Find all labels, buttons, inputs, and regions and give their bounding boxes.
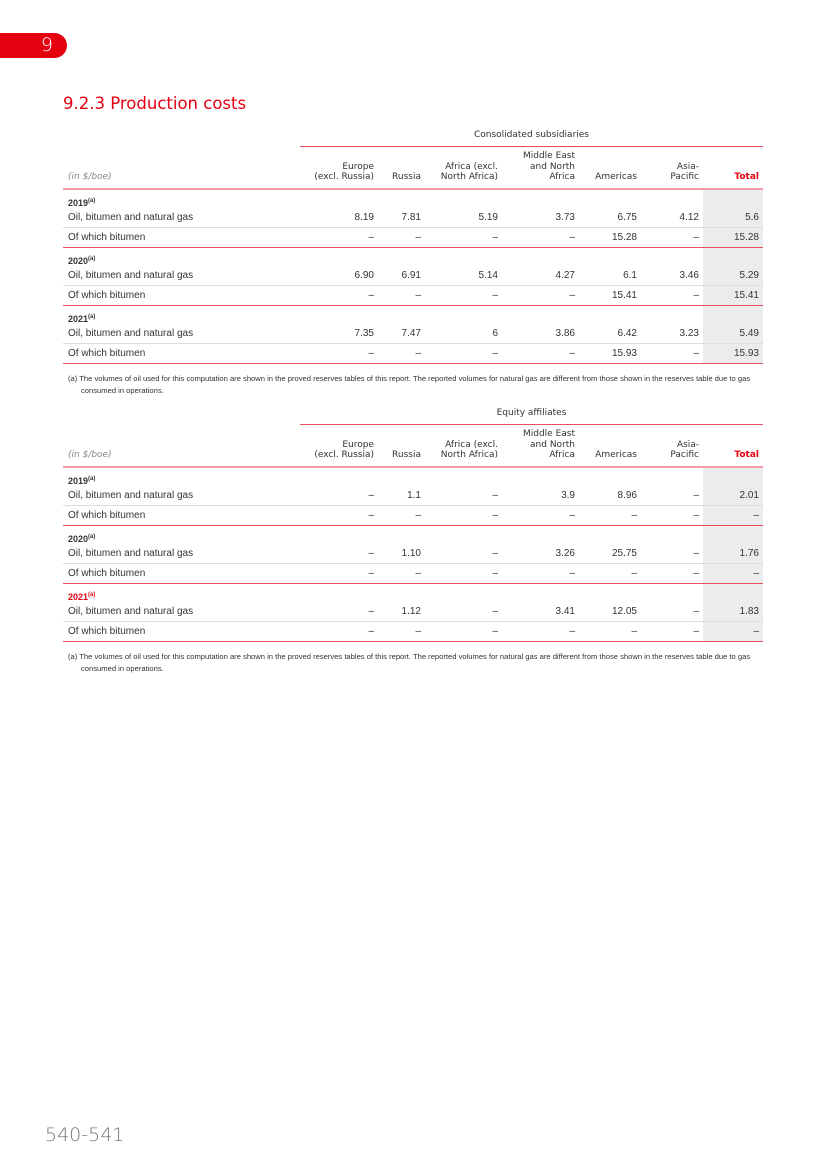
cell-russia: – xyxy=(415,289,421,301)
column-header-europe xyxy=(300,147,378,189)
cell-asia: 4.12 xyxy=(679,211,699,223)
cell-total: 15.28 xyxy=(703,227,763,247)
cell-total: – xyxy=(703,621,763,641)
cell-americas: 12.05 xyxy=(611,605,637,617)
column-header-americas xyxy=(579,147,641,189)
header-line: North Africa) xyxy=(440,172,498,182)
cell-americas: 15.41 xyxy=(611,289,637,301)
table-row xyxy=(63,324,763,344)
cell-mena: – xyxy=(569,347,575,359)
year-label: 2019$^{(a)}$ xyxy=(68,475,96,486)
header-line: and North xyxy=(530,439,575,450)
row-label: Oil, bitumen and natural gas xyxy=(68,269,194,281)
header-line: Africa xyxy=(549,172,575,182)
unit-label: (in $/boe) xyxy=(68,172,112,182)
header-line: Europe xyxy=(342,161,374,172)
table-row xyxy=(63,285,763,305)
column-header-asia xyxy=(641,425,703,467)
column-header-europe xyxy=(300,425,378,467)
table-row xyxy=(63,505,763,525)
column-header-africa xyxy=(425,425,502,467)
row-label: Of which bitumen xyxy=(68,231,146,243)
year-row xyxy=(63,305,763,324)
cell-africa: – xyxy=(492,231,498,243)
column-header-mena xyxy=(502,147,579,189)
cell-asia: – xyxy=(693,567,699,579)
cell-total: 5.29 xyxy=(703,266,763,286)
row-label: Of which bitumen xyxy=(68,347,146,359)
header-line: Asia- xyxy=(676,161,699,172)
table-row xyxy=(63,621,763,641)
cell-americas: – xyxy=(631,567,637,579)
footnote: (a) The volumes of oil used for this computation are shown in the proved reserves tables of this report. The reported volumes for natural gas are different from those shown in the reserves table due to gas consumed in operations. xyxy=(68,373,751,395)
header-text: Russia xyxy=(392,450,421,460)
cell-europe: – xyxy=(368,567,374,579)
column-header-americas xyxy=(579,425,641,467)
cell-africa: – xyxy=(492,625,498,637)
header-line: North Africa) xyxy=(440,450,498,460)
column-header-africa xyxy=(425,147,502,189)
cell-asia: – xyxy=(693,605,699,617)
header-row xyxy=(63,425,763,467)
table-row xyxy=(63,227,763,247)
header-line: Pacific xyxy=(670,172,699,182)
cell-asia: – xyxy=(693,289,699,301)
cell-total: 5.49 xyxy=(703,324,763,344)
unit-label: (in $/boe) xyxy=(68,450,112,460)
cell-africa: – xyxy=(492,489,498,501)
header-text: Russia xyxy=(392,172,421,182)
header-line: Europe xyxy=(342,439,374,450)
cell-mena: 3.9 xyxy=(561,489,575,501)
cell-europe: 6.90 xyxy=(354,269,374,281)
cell-asia: – xyxy=(693,347,699,359)
table-row xyxy=(63,208,763,228)
cell-russia: – xyxy=(415,625,421,637)
year-row xyxy=(63,583,763,602)
cell-americas: 6.75 xyxy=(617,211,637,223)
cell-europe: – xyxy=(368,605,374,617)
row-label: Oil, bitumen and natural gas xyxy=(68,605,194,617)
chapter-tab: 9 xyxy=(0,33,67,58)
header-line: Asia- xyxy=(676,439,699,450)
cell-russia: – xyxy=(415,231,421,243)
table-row xyxy=(63,602,763,622)
cell-africa: – xyxy=(492,289,498,301)
cell-europe: – xyxy=(368,509,374,521)
table-row xyxy=(63,266,763,286)
year-label: 2020$^{(a)}$ xyxy=(68,255,96,266)
row-label: Oil, bitumen and natural gas xyxy=(68,489,194,501)
header-line: Middle East xyxy=(522,429,575,439)
header-line: Africa (excl. xyxy=(445,161,498,172)
cell-total: 15.41 xyxy=(703,285,763,305)
cell-total: 1.76 xyxy=(703,544,763,564)
header-line: Pacific xyxy=(670,450,699,460)
year-row xyxy=(63,525,763,544)
header-line: (excl. Russia) xyxy=(314,450,374,460)
cell-mena: 3.26 xyxy=(555,547,575,559)
cell-mena: – xyxy=(569,625,575,637)
year-row xyxy=(63,247,763,266)
row-label: Of which bitumen xyxy=(68,567,146,579)
cell-russia: 1.1 xyxy=(407,489,421,501)
cell-asia: 3.46 xyxy=(679,269,699,281)
table-group-title: Consolidated subsidiaries xyxy=(300,130,763,147)
cell-russia: – xyxy=(415,567,421,579)
table-row xyxy=(63,544,763,564)
cell-total: – xyxy=(703,563,763,583)
cell-europe: 8.19 xyxy=(354,211,374,223)
cell-russia: – xyxy=(415,509,421,521)
cell-russia: – xyxy=(415,347,421,359)
row-label: Oil, bitumen and natural gas xyxy=(68,327,194,339)
year-row xyxy=(63,467,763,486)
header-line: Middle East xyxy=(522,151,575,161)
cell-africa: – xyxy=(492,547,498,559)
header-line: Africa xyxy=(549,450,575,460)
year-label: 2021$^{(a)}$ xyxy=(68,591,96,602)
cell-russia: 7.81 xyxy=(401,211,421,223)
cell-americas: 25.75 xyxy=(611,547,637,559)
table-row xyxy=(63,563,763,583)
year-label: 2019$^{(a)}$ xyxy=(68,197,96,208)
cell-mena: – xyxy=(569,231,575,243)
cell-africa: – xyxy=(492,509,498,521)
cell-europe: – xyxy=(368,347,374,359)
table-row xyxy=(63,343,763,363)
cell-asia: – xyxy=(693,231,699,243)
header-line: (excl. Russia) xyxy=(314,172,374,182)
cell-total: 5.6 xyxy=(703,208,763,228)
cell-russia: 7.47 xyxy=(401,327,421,339)
cell-americas: 8.96 xyxy=(617,489,637,501)
row-label: Of which bitumen xyxy=(68,509,146,521)
cell-total: 15.93 xyxy=(703,343,763,363)
header-line: and North xyxy=(530,161,575,172)
row-label: Of which bitumen xyxy=(68,289,146,301)
equity-affiliates-table xyxy=(63,408,763,675)
cell-americas: – xyxy=(631,625,637,637)
cell-mena: – xyxy=(569,567,575,579)
cell-europe: – xyxy=(368,547,374,559)
cell-americas: – xyxy=(631,509,637,521)
row-label: Of which bitumen xyxy=(68,625,146,637)
year-label: 2020$^{(a)}$ xyxy=(68,533,96,544)
cell-mena: 3.41 xyxy=(555,605,575,617)
cell-europe: – xyxy=(368,489,374,501)
cell-americas: 6.1 xyxy=(623,269,637,281)
year-row xyxy=(63,189,763,208)
cell-asia: – xyxy=(693,625,699,637)
page-number: 540-541 xyxy=(45,1124,125,1146)
cell-total: 2.01 xyxy=(703,486,763,506)
cell-mena: – xyxy=(569,509,575,521)
header-line: Africa (excl. xyxy=(445,439,498,450)
column-header-total xyxy=(703,147,763,189)
column-header-mena xyxy=(502,425,579,467)
header-text: Americas xyxy=(595,172,637,182)
section-title: 9.2.3 Production costs xyxy=(63,94,247,113)
cell-europe: 7.35 xyxy=(354,327,374,339)
cell-americas: 15.93 xyxy=(611,347,637,359)
header-text: Total xyxy=(734,450,759,460)
cell-africa: – xyxy=(492,605,498,617)
cell-mena: 3.86 xyxy=(555,327,575,339)
header-text: Total xyxy=(734,172,759,182)
cell-mena: 3.73 xyxy=(555,211,575,223)
cell-asia: 3.23 xyxy=(679,327,699,339)
cell-mena: – xyxy=(569,289,575,301)
cell-total: 1.83 xyxy=(703,602,763,622)
cell-russia: 1.10 xyxy=(401,547,421,559)
cell-russia: 1.12 xyxy=(401,605,421,617)
cell-total: – xyxy=(703,505,763,525)
column-header-total xyxy=(703,425,763,467)
cell-asia: – xyxy=(693,547,699,559)
cell-europe: – xyxy=(368,231,374,243)
cell-africa: 6 xyxy=(492,327,498,339)
row-label: Oil, bitumen and natural gas xyxy=(68,547,194,559)
cell-africa: 5.19 xyxy=(478,211,498,223)
table-group-title: Equity affiliates xyxy=(300,408,763,425)
cell-americas: 6.42 xyxy=(617,327,637,339)
cell-europe: – xyxy=(368,289,374,301)
row-label: Oil, bitumen and natural gas xyxy=(68,211,194,223)
consolidated-subsidiaries-table xyxy=(63,130,763,397)
cell-mena: 4.27 xyxy=(555,269,575,281)
year-label: 2021$^{(a)}$ xyxy=(68,313,96,324)
cell-africa: 5.14 xyxy=(478,269,498,281)
cell-russia: 6.91 xyxy=(401,269,421,281)
column-header-asia xyxy=(641,147,703,189)
cell-asia: – xyxy=(693,489,699,501)
cell-europe: – xyxy=(368,625,374,637)
cell-asia: – xyxy=(693,509,699,521)
footnote: (a) The volumes of oil used for this computation are shown in the proved reserves tables of this report. The reported volumes for natural gas are different from those shown in the reserves table due to gas consumed in operations. xyxy=(68,651,751,673)
cell-africa: – xyxy=(492,567,498,579)
column-header-russia xyxy=(378,147,425,189)
cell-africa: – xyxy=(492,347,498,359)
header-row xyxy=(63,147,763,189)
table-row xyxy=(63,486,763,506)
cell-americas: 15.28 xyxy=(611,231,637,243)
header-text: Americas xyxy=(595,450,637,460)
column-header-russia xyxy=(378,425,425,467)
